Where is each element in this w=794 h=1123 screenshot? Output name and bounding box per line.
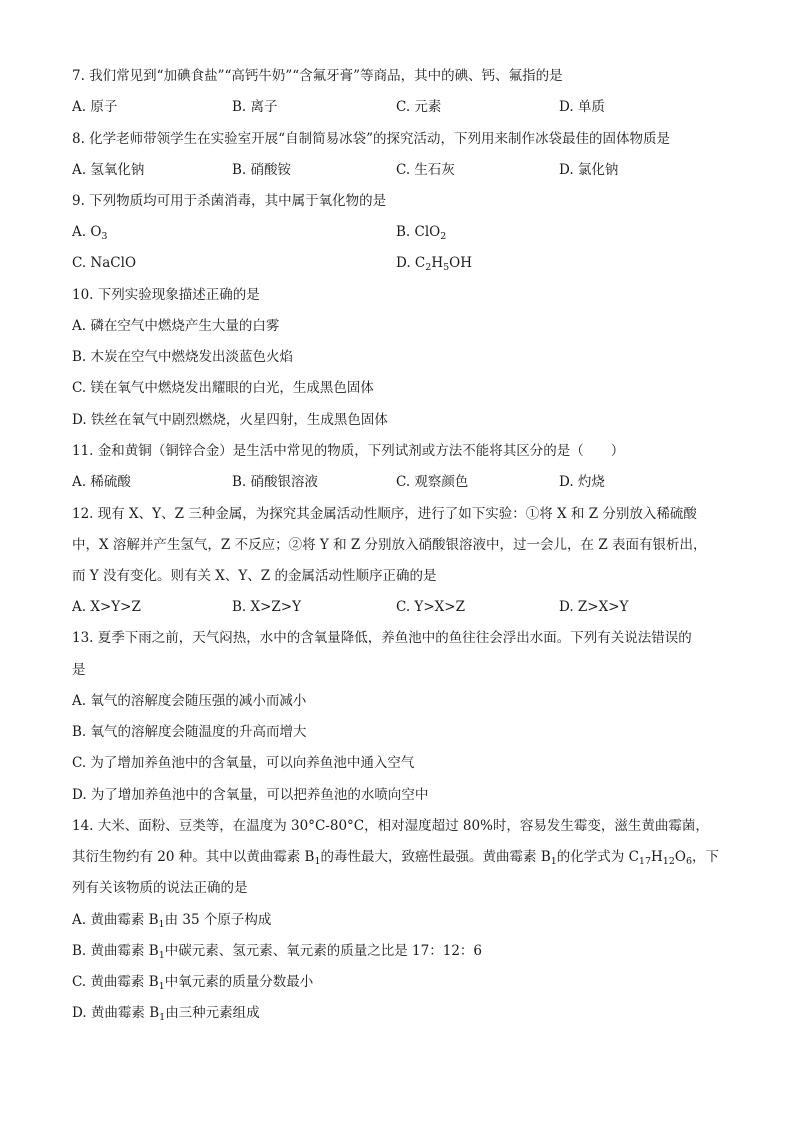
option-b[interactable]: B. X>Z>Y	[232, 599, 302, 615]
option-c[interactable]: C. 元素	[396, 99, 442, 115]
option-a[interactable]: A. 磷在空气中燃烧产生大量的白雾	[72, 318, 280, 334]
option-text: B. 黄曲霉素 B	[72, 943, 159, 959]
question-9-options-row1	[72, 222, 722, 242]
option-text: A. 黄曲霉素 B	[72, 912, 159, 928]
option-b[interactable]	[396, 222, 446, 242]
stem-text: H	[651, 849, 663, 865]
question-8-options	[72, 160, 722, 180]
option-a-text: A. O	[72, 224, 102, 240]
subscript: 12	[662, 856, 675, 867]
option-text: C. 黄曲霉素 B	[72, 974, 159, 990]
option-a[interactable]: A. 氧气的溶解度会随压强的减小而减小	[72, 693, 307, 709]
option-b-text: B. ClO	[396, 224, 441, 240]
question-12-stem-line1: 12. 现有 X、Y、Z 三种金属，为探究其金属活动性顺序，进行了如下实验：①将 X 和 Z 分别放入稀硫酸	[72, 506, 697, 522]
stem-text: 的化学式为 C	[556, 849, 639, 865]
option-b[interactable]: B. 硝酸银溶液	[232, 474, 319, 490]
subscript: 1	[158, 981, 165, 992]
option-c[interactable]: C. 生石灰	[396, 162, 455, 178]
option-c[interactable]: C. NaClO	[72, 255, 137, 271]
subscript: 3	[101, 231, 108, 242]
question-11-stem: 11. 金和黄铜（铜锌合金）是生活中常见的物质，下列试剂或方法不能将其区分的是（ ）	[72, 443, 625, 459]
question-12-stem-line3: 而 Y 没有变化。则有关 X、Y、Z 的金属活动性顺序正确的是	[72, 568, 437, 584]
question-10-stem: 10. 下列实验现象描述正确的是	[72, 287, 260, 303]
option-d[interactable]: D. 单质	[559, 99, 605, 115]
option-c[interactable]: C. 为了增加养鱼池中的含氧量，可以向养鱼池中通入空气	[72, 755, 415, 771]
subscript: 6	[685, 856, 693, 867]
option-d[interactable]: D. 铁丝在氧气中剧烈燃烧，火星四射，生成黑色固体	[72, 412, 388, 428]
question-7-options	[72, 97, 722, 117]
option-d[interactable]	[72, 1003, 722, 1023]
question-7-stem: 7. 我们常见到“加碘食盐”“高钙牛奶”“含氟牙膏”等商品，其中的碘、钙、氟指的是	[72, 68, 563, 84]
option-text: 由三种元素组成	[165, 1005, 260, 1021]
subscript: 1	[158, 919, 165, 930]
option-b[interactable]	[72, 941, 722, 961]
option-a[interactable]: A. 氢氧化钠	[72, 162, 145, 178]
stem-text: O	[674, 849, 686, 865]
subscript: 1	[159, 1012, 166, 1023]
option-b[interactable]: B. 离子	[232, 99, 278, 115]
option-b[interactable]: B. 木炭在空气中燃烧发出淡蓝色火焰	[72, 349, 294, 365]
option-d[interactable]	[396, 253, 472, 273]
question-14-stem-line3: 列有关该物质的说法正确的是	[72, 880, 248, 896]
question-9-options-row2	[72, 253, 722, 273]
question-13-stem-line1: 13. 夏季下雨之前，天气闷热，水中的含氧量降低，养鱼池中的鱼往往会浮出水面。下列有关说法错误的	[72, 630, 692, 646]
option-b[interactable]: B. 硝酸铵	[232, 162, 292, 178]
subscript: 2	[425, 262, 432, 273]
question-13-stem-line2: 是	[72, 662, 86, 678]
question-14-stem-line2	[72, 847, 722, 867]
option-text: D. 黄曲霉素 B	[72, 1005, 160, 1021]
option-c[interactable]: C. 观察颜色	[396, 474, 469, 490]
question-8-stem: 8. 化学老师带领学生在实验室开展“自制简易冰袋”的探究活动，下列用来制作冰袋最佳的固体物质是	[72, 131, 670, 147]
option-a[interactable]: A. 原子	[72, 99, 118, 115]
question-9-stem: 9. 下列物质均可用于杀菌消毒，其中属于氧化物的是	[72, 193, 387, 209]
subscript: 17	[638, 856, 652, 867]
stem-text: 的毒性最大，致癌性最强。黄曲霉素 B	[320, 849, 551, 865]
option-b[interactable]: B. 氧气的溶解度会随温度的升高而增大	[72, 724, 307, 740]
option-c[interactable]: C. 镁在氧气中燃烧发出耀眼的白光，生成黑色固体	[72, 380, 374, 396]
subscript: 1	[314, 856, 321, 867]
option-text: 中氧元素的质量分数最小	[164, 974, 314, 990]
option-d[interactable]: D. Z>X>Y	[559, 599, 629, 615]
option-text: 中碳元素、氢元素、氧元素的质量之比是 17：12：6	[164, 943, 483, 959]
subscript: 1	[158, 950, 165, 961]
option-d-text: H	[431, 255, 444, 271]
subscript: 5	[443, 262, 450, 273]
subscript: 2	[440, 231, 447, 242]
option-d-text: OH	[449, 255, 472, 271]
question-12-options	[72, 597, 722, 617]
option-d[interactable]: D. 氯化钠	[559, 162, 619, 178]
option-d-text: D. C	[396, 255, 426, 271]
option-c[interactable]	[72, 972, 722, 992]
option-d[interactable]: D. 为了增加养鱼池中的含氧量，可以把养鱼池的水喷向空中	[72, 787, 429, 803]
question-12-stem-line2: 中，X 溶解并产生氢气，Z 不反应；②将 Y 和 Z 分别放入硝酸银溶液中，过一会儿，在 Z 表面有银析出，	[72, 537, 707, 553]
option-text: 由 35 个原子构成	[164, 912, 272, 928]
question-11-options	[72, 472, 722, 492]
option-a[interactable]: A. X>Y>Z	[72, 599, 141, 615]
option-a[interactable]	[72, 222, 107, 242]
option-a[interactable]: A. 稀硫酸	[72, 474, 131, 490]
subscript: 1	[550, 856, 557, 867]
option-d[interactable]: D. 灼烧	[559, 474, 605, 490]
stem-text: ，下	[692, 849, 720, 865]
question-14-stem-line1: 14. 大米、面粉、豆类等，在温度为 30°C-80°C，相对湿度超过 80%时，容易发生霉变，滋生黄曲霉菌，	[72, 818, 709, 834]
option-a[interactable]	[72, 910, 722, 930]
option-c[interactable]: C. Y>X>Z	[396, 599, 465, 615]
stem-text: 其衍生物约有 20 种。其中以黄曲霉素 B	[72, 849, 315, 865]
